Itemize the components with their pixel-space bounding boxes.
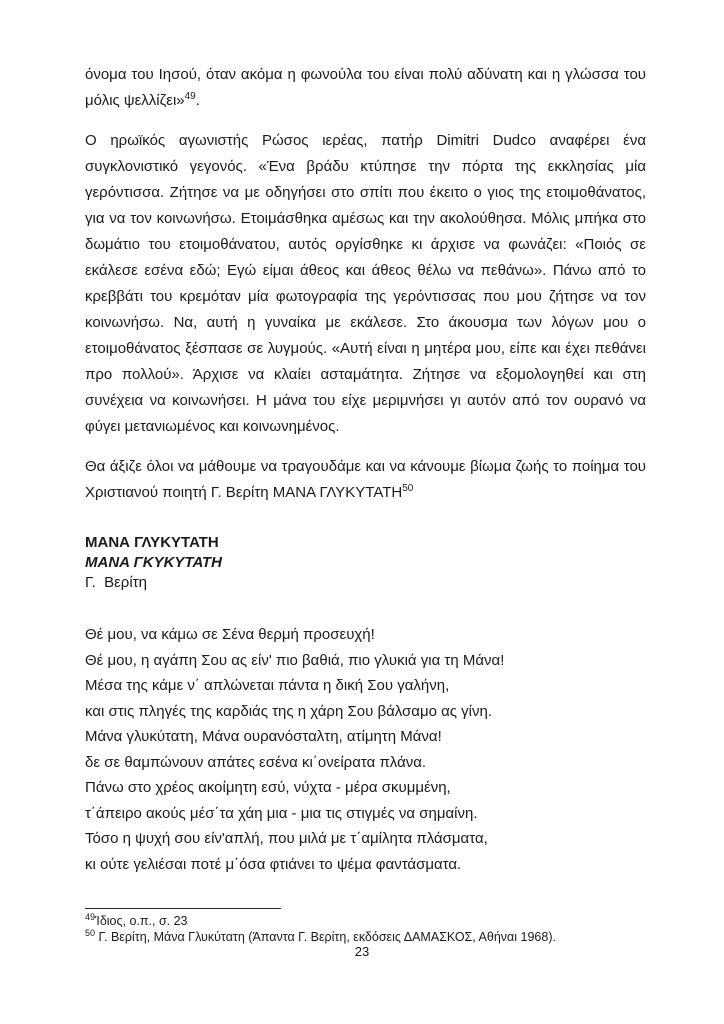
paragraph-intro-poem-text: Θα άξιζε όλοι να μάθουμε να τραγουδάμε και να κάνουμε βίωμα ζωής το ποίημα του Χριστιανού ποιητή Γ. Βερίτη ΜΑΝΑ ΓΛΥΚΥΤΑΤΗ [85, 458, 646, 501]
poem-header [85, 533, 646, 593]
paragraph-story [85, 128, 646, 440]
poem-line: δε σε θαμπώνουν απάτες εσένα κι΄ονείρατα πλάνα. [85, 753, 427, 771]
footnote-50 [85, 927, 646, 946]
poem-line: Τόσο η ψυχή σου είν'απλή, που μιλά με τ΄αμίλητα πλάσματα, [85, 830, 488, 847]
paragraph-story-text: Ο ηρωϊκός αγωνιστής Ρώσος ιερέας, πατήρ Dimitri Dudco αναφέρει ένα συγκλονιστικό γεγονός. «Ένα βράδυ κτύπησε την πόρτα της εκκλησίας μία γερόντισσα. Ζήτησε να με οδηγήσει στο σπίτι που έκειτο ο γιος της ετοιμοθάνατος, για να τον κοινωνήσω. Ετοιμάσθηκα αμέσως και την ακολούθησα. Μόλις μπήκα στο δωμάτιο του ετοιμοθάνατου, αυτός οργίσθηκε κι άρχισε να φωνάζει: «Ποιός σε εκάλεσε εσένα εδώ; Εγώ είμαι άθεος και άθεος θέλω να πεθάνω». Πάνω από το κρεββάτι του κρεμόταν μία φωτογραφία της γερόντισσας που μου ζήτησε να τον κοινωνήσω. Να, αυτή η γυναίκα με εκάλεσε. Στο άκουσμα των λόγων μου ο ετοιμοθάνατος ξέσπασε σε λυγμούς. «Αυτή είναι η μητέρα μου, είπε και έχει πεθάνει προ πολλού». Άρχισε να κλαίει ασταμάτητα. Ζήτησε να εξομολογηθεί και στη συνέχεια να κοινωνήσει. Η μάνα του είχε μεριμνήσει γι αυτόν από τον ουρανό να φύγει μετανιωμένος και κοινωνημένος. [85, 132, 646, 435]
poem-line: Πάνω στο χρέος ακοίμητη εσύ, νύχτα - μέρα σκυμμένη, [85, 779, 451, 796]
poem-line: Θέ μου, να κάμω σε Σένα θερμή προσευχή! [85, 626, 375, 643]
footnote-marker: 50 [85, 927, 96, 938]
poem-line: και στις πληγές της καρδιάς της η χάρη Σου βάλσαμο ας γίνη. [85, 702, 493, 720]
poem-line: κι ούτε γελιέσαι ποτέ μ΄όσα φτιάνει το ψέμα φαντάσματα. [85, 855, 462, 873]
text-block [85, 62, 646, 877]
footnotes-section [85, 908, 646, 945]
footnote-text: Γ. Βερίτη, Μάνα Γλυκύτατη (Άπαντα Γ. Βερίτη, εκδόσεις ΔΑΜΑΣΚΟΣ, Αθήναι 1968). [98, 929, 556, 944]
paragraph-opening-period: . [195, 92, 200, 109]
page-number: 23 [354, 944, 370, 959]
footnote-text: Ίδιος, ο.π., σ. 23 [95, 914, 188, 928]
paragraph-intro-poem [85, 454, 646, 506]
footnote-marker: 49 [85, 911, 96, 922]
poem-line: Μάνα γλυκύτατη, Μάνα ουρανόσταλτη, ατίμητη Μάνα! [85, 728, 442, 745]
paragraph-opening [85, 62, 646, 114]
footnote-49 [85, 911, 646, 930]
paragraph-opening-text: όνομα του Ιησού, όταν ακόμα η φωνούλα του είναι πολύ αδύνατη και η γλώσσα του μόλις ψελλίζει» [85, 66, 646, 109]
poem-line: Μέσα της κάμε ν΄ απλώνεται πάντα η δική Σου γαλήνη, [85, 677, 450, 694]
footnote-ref-49: 49 [184, 91, 196, 102]
poem-title-italic: ΜΑΝΑ ΓΚΥΚΥΤΑΤΗ [85, 554, 222, 571]
poem-line: τ΄άπειρο ακούς μέσ΄τα χάη μια - μια τις στιγμές να σημαίνη. [85, 804, 478, 822]
footnote-separator [85, 908, 281, 909]
poem-author: Γ. Βερίτη [85, 574, 147, 591]
footnote-ref-50: 50 [402, 483, 414, 494]
poem [85, 622, 646, 877]
poem-line: Θέ μου, η αγάπη Σου ας είν' πιο βαθιά, πιο γλυκιά για τη Μάνα! [85, 651, 505, 669]
poem-title: ΜΑΝΑ ΓΛΥΚΥΤΑΤΗ [85, 534, 219, 551]
